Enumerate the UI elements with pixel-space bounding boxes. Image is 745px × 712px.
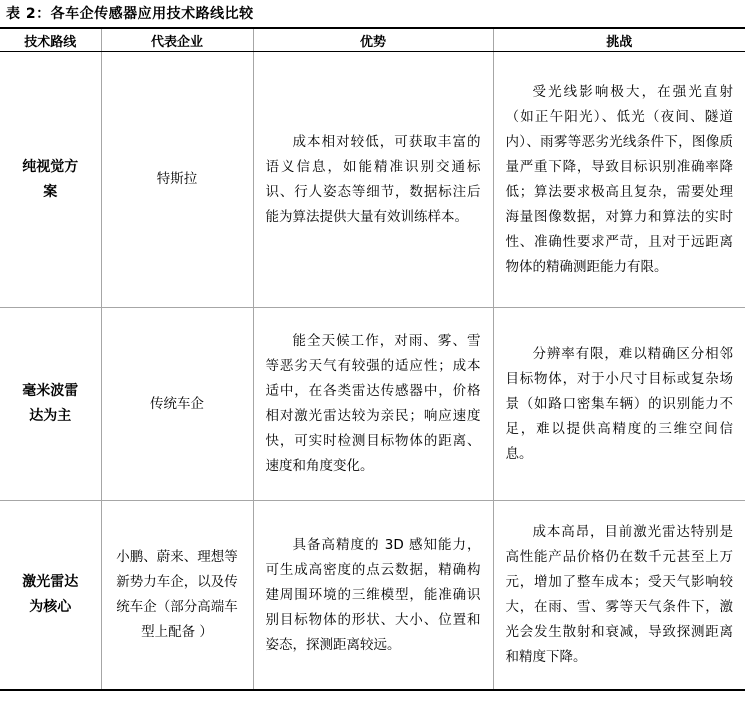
header-company: 代表企业 [101,28,253,52]
route-cell: 激光雷达为核心 [0,501,101,691]
company-cell: 特斯拉 [101,52,253,308]
table-row [0,501,745,691]
challenge-cell: 分辨率有限，难以精确区分相邻目标物体，对于小尺寸目标或复杂场景（如路口密集车辆）的识别能力不足，难以提供高精度的三维空间信息。 [493,308,745,501]
header-advantage: 优势 [253,28,493,52]
challenge-cell: 受光线影响极大，在强光直射（如正午阳光）、低光（夜间、隧道内）、雨雾等恶劣光线条件下，图像质量严重下降，导致目标识别准确率降低；算法要求极高且复杂，需要处理海量图像数据，对算力和算法的实时性、准确性要求严苛，且对于远距离物体的精确测距能力有限。 [493,52,745,308]
challenge-cell: 成本高昂，目前激光雷达特别是高性能产品价格仍在数千元甚至上万元，增加了整车成本；受天气影响较大，在雨、雪、雾等天气条件下，激光会发生散射和衰减，导致探测距离和精度下降。 [493,501,745,691]
comparison-table [0,27,745,691]
table-row [0,52,745,308]
advantage-cell: 能全天候工作，对雨、雾、雪等恶劣天气有较强的适应性；成本适中，在各类雷达传感器中，价格相对激光雷达较为亲民；响应速度快，可实时检测目标物体的距离、速度和角度变化。 [253,308,493,501]
route-cell: 毫米波雷达为主 [0,308,101,501]
header-row [0,28,745,52]
company-cell: 小鹏、蔚来、理想等新势力车企，以及传统车企（部分高端车型上配备 ） [101,501,253,691]
route-cell: 纯视觉方案 [0,52,101,308]
table-caption: 表 2：各车企传感器应用技术路线比较 [6,6,254,22]
header-challenge: 挑战 [493,28,745,52]
advantage-cell: 成本相对较低，可获取丰富的语义信息，如能精准识别交通标识、行人姿态等细节，数据标注后能为算法提供大量有效训练样本。 [253,52,493,308]
header-route: 技术路线 [0,28,101,52]
advantage-cell: 具备高精度的 3D 感知能力，可生成高密度的点云数据，精确构建周围环境的三维模型，能准确识别目标物体的形状、大小、位置和姿态，探测距离较远。 [253,501,493,691]
company-cell: 传统车企 [101,308,253,501]
table-row [0,308,745,501]
